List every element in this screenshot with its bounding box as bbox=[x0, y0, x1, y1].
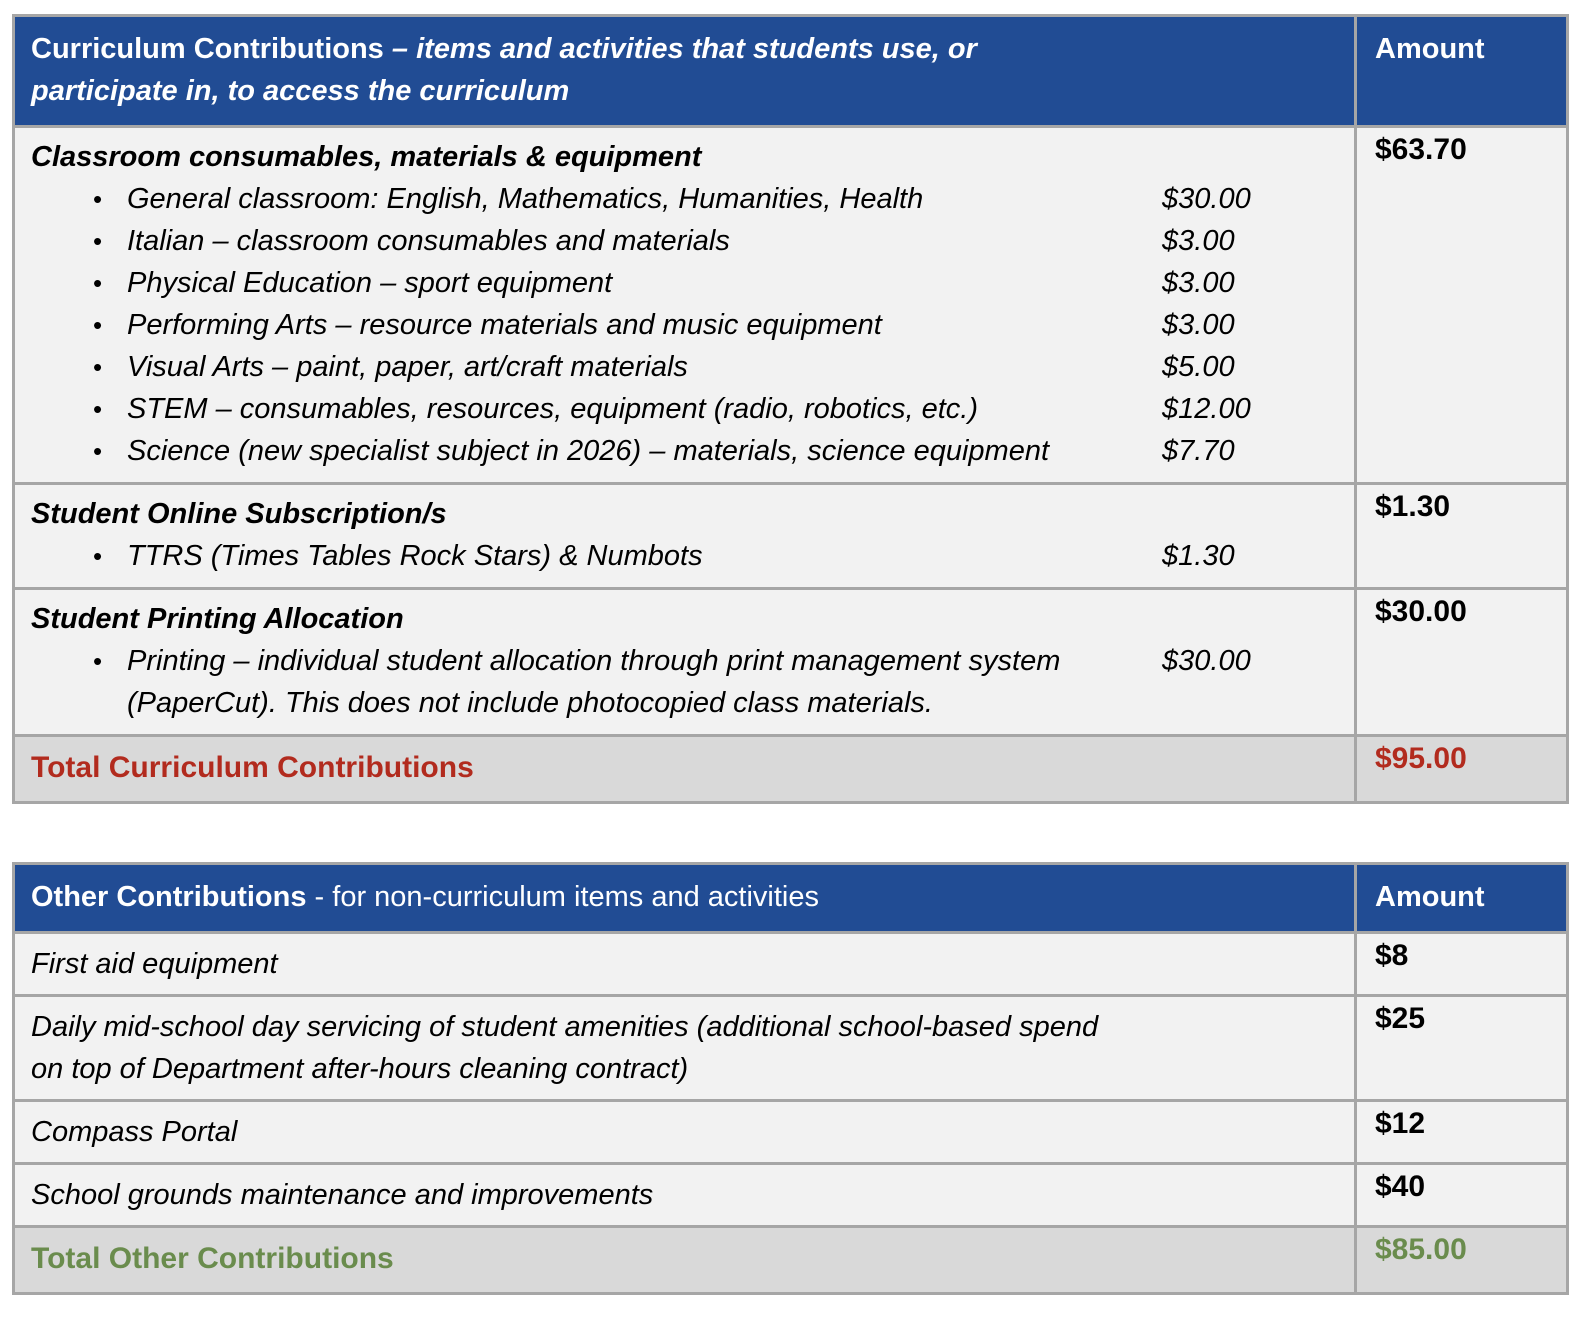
other-table-subtitle: - for non-curriculum items and activities bbox=[314, 881, 819, 913]
section-heading: Classroom consumables, materials & equipment bbox=[31, 141, 702, 173]
list-item bbox=[93, 220, 1354, 262]
bullet-icon: • bbox=[93, 646, 103, 676]
bullet-icon: • bbox=[93, 394, 103, 424]
curriculum-amount-column-header: Amount bbox=[1356, 16, 1568, 127]
bullet-icon: • bbox=[93, 184, 103, 214]
list-item-text: STEM – consumables, resources, equipment (radio, robotics, etc.) bbox=[127, 393, 979, 425]
list-item-text: Performing Arts – resource materials and music equipment bbox=[127, 309, 882, 341]
table-row bbox=[14, 996, 1568, 1101]
curriculum-total-row bbox=[14, 736, 1568, 803]
bullet-icon: • bbox=[93, 268, 103, 298]
other-row-amount: $25 bbox=[1356, 996, 1568, 1101]
list-item-price: $3.00 bbox=[1162, 225, 1235, 257]
list-item-price: $30.00 bbox=[1162, 183, 1251, 215]
list-item-text: Visual Arts – paint, paper, art/craft materials bbox=[127, 351, 688, 383]
list-item-text: Italian – classroom consumables and materials bbox=[127, 225, 730, 257]
list-item bbox=[93, 262, 1354, 304]
curriculum-table-title: Curriculum Contributions bbox=[31, 33, 384, 65]
section-amount: $1.30 bbox=[1356, 484, 1568, 589]
list-item-price: $5.00 bbox=[1162, 351, 1235, 383]
table-row bbox=[14, 127, 1568, 484]
table-row bbox=[14, 589, 1568, 736]
table-row bbox=[14, 933, 1568, 996]
bullet-icon: • bbox=[93, 226, 103, 256]
other-header-row bbox=[14, 864, 1568, 933]
other-row-item bbox=[14, 1164, 1356, 1227]
section-heading: Student Online Subscription/s bbox=[31, 498, 447, 530]
curriculum-table-subtitle: – items and activities that students use, or participate in, to access the curriculum bbox=[31, 33, 977, 107]
list-item-price: $30.00 bbox=[1162, 645, 1251, 677]
list-item bbox=[93, 388, 1354, 430]
list-item-price: $1.30 bbox=[1162, 540, 1235, 572]
list-item-price: $12.00 bbox=[1162, 393, 1251, 425]
curriculum-total-amount: $95.00 bbox=[1356, 736, 1568, 803]
section-amount: $63.70 bbox=[1356, 127, 1568, 484]
list-item-text: Printing – individual student allocation through print management system (PaperCut). This does not include photocopied class materials. bbox=[127, 645, 1061, 719]
list-item-text: General classroom: English, Mathematics, Humanities, Health bbox=[127, 183, 924, 215]
list-item bbox=[93, 178, 1354, 220]
other-row-amount: $12 bbox=[1356, 1101, 1568, 1164]
other-row-amount: $8 bbox=[1356, 933, 1568, 996]
other-header-cell bbox=[14, 864, 1356, 933]
other-row-text: School grounds maintenance and improvements bbox=[31, 1179, 654, 1211]
list-item-price: $7.70 bbox=[1162, 435, 1235, 467]
other-table-title: Other Contributions bbox=[31, 881, 307, 913]
curriculum-header-cell bbox=[14, 16, 1356, 127]
other-row-text: Compass Portal bbox=[31, 1116, 238, 1148]
other-header-text bbox=[31, 876, 819, 918]
curriculum-header-text bbox=[31, 28, 1111, 112]
curriculum-total-label: Total Curriculum Contributions bbox=[14, 736, 1356, 803]
list-item-price: $3.00 bbox=[1162, 309, 1235, 341]
bullet-icon: • bbox=[93, 310, 103, 340]
printing-allocation-section bbox=[14, 589, 1356, 736]
table-spacer bbox=[12, 804, 1566, 862]
list-item bbox=[93, 430, 1354, 472]
table-row bbox=[14, 1164, 1568, 1227]
list-item-price: $3.00 bbox=[1162, 267, 1235, 299]
list-item-text: TTRS (Times Tables Rock Stars) & Numbots bbox=[127, 540, 703, 572]
section-amount: $30.00 bbox=[1356, 589, 1568, 736]
table-row bbox=[14, 484, 1568, 589]
list-item bbox=[93, 535, 1354, 577]
list-item-text: Science (new specialist subject in 2026) – materials, science equipment bbox=[127, 435, 1050, 467]
other-row-item bbox=[14, 996, 1356, 1101]
curriculum-header-row bbox=[14, 16, 1568, 127]
list-item-text: Physical Education – sport equipment bbox=[127, 267, 613, 299]
table-row bbox=[14, 1101, 1568, 1164]
other-row-item bbox=[14, 933, 1356, 996]
bullet-icon: • bbox=[93, 352, 103, 382]
other-amount-column-header: Amount bbox=[1356, 864, 1568, 933]
other-total-label: Total Other Contributions bbox=[14, 1227, 1356, 1294]
list-item bbox=[93, 640, 1354, 724]
online-subscription-section bbox=[14, 484, 1356, 589]
other-row-text: First aid equipment bbox=[31, 948, 278, 980]
other-contributions-table bbox=[12, 862, 1569, 1295]
classroom-consumables-section bbox=[14, 127, 1356, 484]
list-item bbox=[93, 304, 1354, 346]
other-total-amount: $85.00 bbox=[1356, 1227, 1568, 1294]
section-heading: Student Printing Allocation bbox=[31, 603, 404, 635]
bullet-icon: • bbox=[93, 436, 103, 466]
other-row-amount: $40 bbox=[1356, 1164, 1568, 1227]
other-row-item bbox=[14, 1101, 1356, 1164]
bullet-icon: • bbox=[93, 541, 103, 571]
other-total-row bbox=[14, 1227, 1568, 1294]
list-item bbox=[93, 346, 1354, 388]
curriculum-contributions-table bbox=[12, 14, 1569, 804]
other-row-text: Daily mid-school day servicing of student amenities (additional school-based spend on top of Department after-hours cleaning contract) bbox=[31, 1011, 1099, 1085]
